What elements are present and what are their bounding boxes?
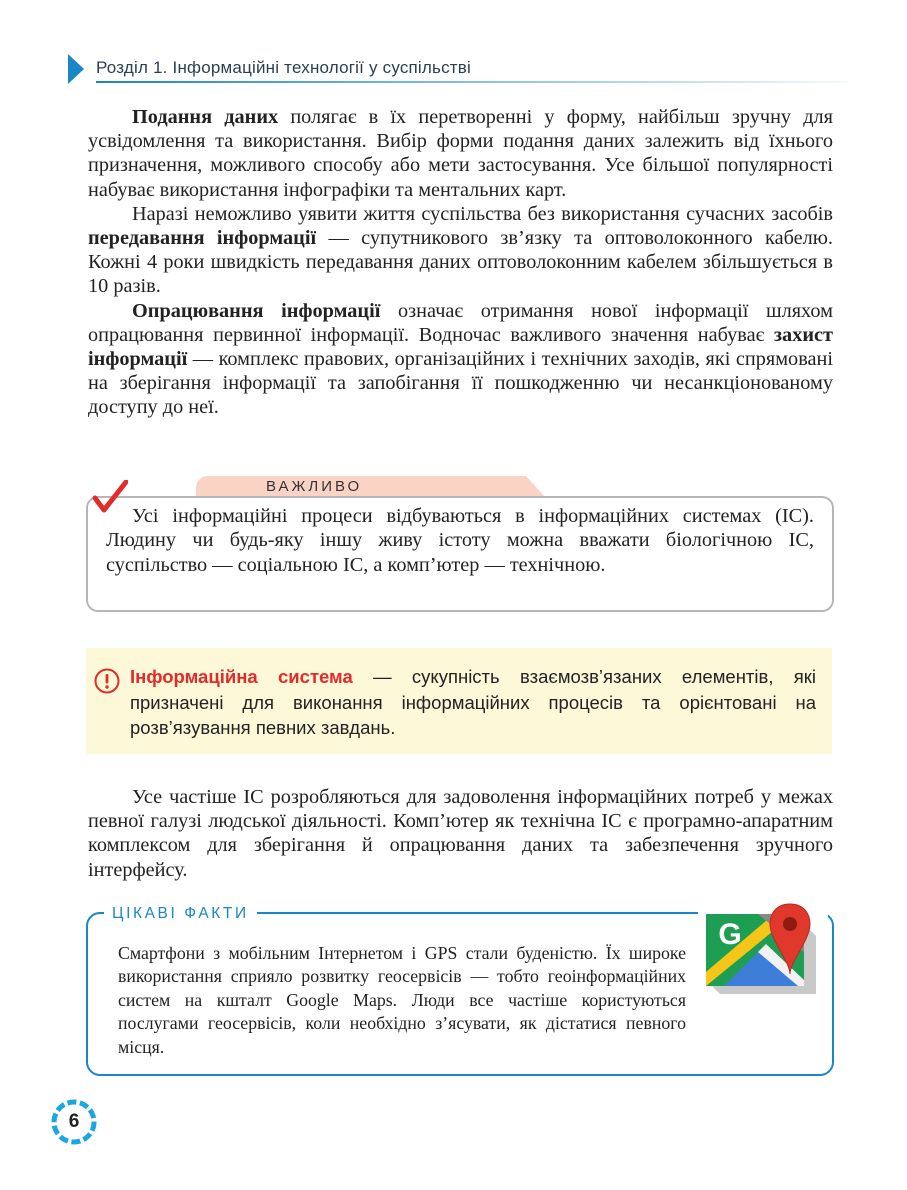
- paragraph-text: означає отримання нової інформації шляхом опрацювання первинної інформації. Водночас важливого значення набуває: [88, 299, 833, 346]
- important-paragraph: Усі інформаційні процеси відбуваються в інформаційних системах (ІС). Людину чи будь-яку іншу живу істоту можна вважати біологічною ІС, суспільство — соціальною ІС, а комп’ютер — технічною.: [106, 505, 814, 576]
- header-divider: [96, 81, 848, 83]
- body-text-top: [88, 105, 833, 420]
- google-maps-icon: [698, 900, 828, 1020]
- paragraph-text: полягає в їх перетворенні у форму, найбільш зручну для усвідомлення та використання. Вибір форми подання даних залежить від їхнього призначення, можливого способу або мети застосування. Усе більшої популярності набуває використання інфографіки та ментальних карт.: [88, 106, 833, 201]
- paragraph-data-transmission: [88, 202, 833, 299]
- paragraph-is-development: Усе частіше ІС розробляються для задоволення інформаційних потреб у межах певної галузі людської діяльності. Комп’ютер як технічна ІС є програмно-апаратним комплексом для зберігання й опрацювання даних та забезпечення зручного інтерфейсу.: [88, 786, 833, 881]
- bold-term: Подання даних: [132, 106, 279, 128]
- fun-facts-label-wrap: [104, 904, 257, 924]
- paragraph-text: — супутникового зв’язку та оптоволоконного кабелю. Кожні 4 роки швидкість передавання даних оптоволоконним кабелем збільшується в 10 разів.: [88, 227, 833, 298]
- definition-text: [130, 664, 816, 741]
- bold-term: передавання інформації: [88, 227, 317, 250]
- important-label: ВАЖЛИВО: [266, 478, 363, 495]
- running-header: [68, 52, 848, 86]
- important-text: [106, 504, 814, 577]
- body-text-bottom: [88, 785, 833, 882]
- fun-facts-text: [118, 942, 686, 1059]
- paragraph-text: — комплекс правових, організаційних і технічних заходів, які спрямовані на зберігання інформації та запобігання її пошкодженню чи несанкціонованому доступу до неї.: [88, 348, 833, 419]
- maps-icon-letter: G: [718, 918, 742, 951]
- page-number-badge: [50, 1098, 98, 1146]
- definition-term: Інформаційна система: [130, 666, 353, 687]
- chapter-title: Розділ 1. Інформаційні технології у суспільстві: [96, 58, 471, 77]
- paragraph-text: Наразі неможливо уявити життя суспільства без використання сучасних засобів: [132, 202, 833, 225]
- important-frame: [86, 496, 834, 612]
- paragraph-data-presentation: [88, 105, 833, 202]
- definition-box: [86, 648, 832, 754]
- paragraph-data-processing: [88, 299, 833, 420]
- bold-term: захист інформації: [88, 323, 833, 371]
- fun-facts-label: ЦІКАВІ ФАКТИ: [112, 905, 249, 922]
- definition-body: — сукупність взаємозв’язаних елементів, які призначені для виконання інформаційних процесів та орієнтовані на розв’язування певних завдань.: [130, 666, 816, 738]
- fun-facts-box: [86, 904, 834, 1076]
- important-box: [86, 476, 834, 610]
- page-number: 6: [68, 1111, 80, 1132]
- exclamation-icon: [94, 668, 120, 694]
- header-arrow-icon: [68, 54, 84, 84]
- bold-term: Опрацювання інформації: [132, 299, 381, 322]
- fun-facts-paragraph: Смартфони з мобільним Інтернетом і GPS стали буденістю. Їх широке використання сприяло розвитку геосервісів — тобто геоінформаційних систем на кшталт Google Maps. Люди все частіше користуються послугами геосервісів, коли необхідно з’ясувати, як дістатися певного місця.: [118, 943, 686, 1057]
- checkmark-icon: [92, 480, 128, 516]
